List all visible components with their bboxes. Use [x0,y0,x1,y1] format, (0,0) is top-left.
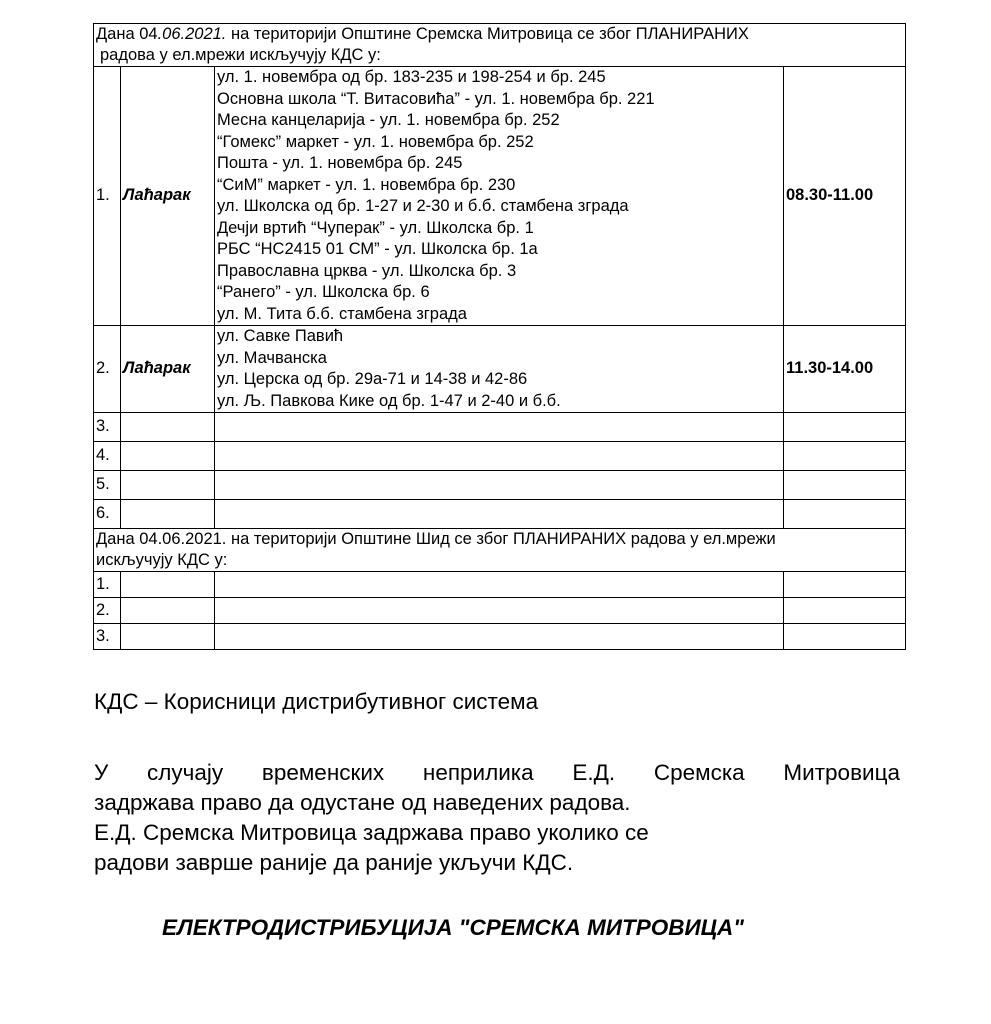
row-number: 3. [94,624,121,650]
table-row [94,572,906,598]
row-place [121,500,215,529]
address-line: Православна црква - ул. Школска бр. 3 [217,261,517,280]
table-row [94,624,906,650]
row-addresses [215,624,784,650]
row-addresses [215,442,784,471]
address-line: ул. М. Тита б.б. стамбена зграда [217,304,467,323]
section1-header-line1: Дана 04.06.2021. на територији Општине Сремска Митровица се због ПЛАНИРАНИХ [96,25,749,43]
row-time: 08.30-11.00 [784,67,906,326]
notes-line: У случају временских неприлика Е.Д. Сремска Митровица [94,760,900,785]
section1-header [94,24,906,67]
table-row [94,326,906,413]
address-line: “Гомекс” маркет - ул. 1. новембра бр. 252 [217,132,534,151]
address-line: ул. Церска од бр. 29а-71 и 14-38 и 42-86 [217,370,528,388]
row-number: 4. [94,442,121,471]
row-addresses [215,413,784,442]
notes-line: радови заврше раније да раније укључи КДС. [94,850,574,875]
section1-header-line2: радова у ел.мрежи искључују КДС у: [100,46,381,64]
address-line: ул. 1. новембра од бр. 183-235 и 198-254 и бр. 245 [217,68,606,86]
address-line: “Ранего” - ул. Школска бр. 6 [217,283,430,301]
notes-line: задржава право да одустане од наведених радова. [94,790,631,815]
notes-line: Е.Д. Сремска Митровица задржава право уколико се [94,820,649,845]
row-time [784,598,906,624]
address-line: РБС “НС2415 01 СМ” - ул. Школска бр. 1а [217,240,538,258]
row-place [121,624,215,650]
section1-header-row [94,24,906,67]
signature: ЕЛЕКТРОДИСТРИБУЦИЈА "СРЕМСКА МИТРОВИЦА" [162,915,744,940]
row-addresses [215,500,784,529]
section1-header-date-italic: .06.2021. [157,25,227,43]
row-place [121,598,215,624]
row-number: 1. [94,67,121,326]
row-place [121,413,215,442]
row-addresses [215,471,784,500]
row-number: 3. [94,413,121,442]
section2-header-line1: Дана 04.06.2021. на територији Општине Шид се због ПЛАНИРАНИХ радова у ел.мрежи [96,530,776,548]
section2-header-row [94,529,906,572]
address-line: Пошта - ул. 1. новембра бр. 245 [217,154,463,172]
row-place: Лаћарак [121,67,215,326]
row-place [121,442,215,471]
legend-text: КДС – Корисници дистрибутивног система [94,689,539,714]
table-row [94,500,906,529]
row-number: 2. [94,326,121,413]
section2-header [94,529,906,572]
row-place [121,572,215,598]
row-time [784,413,906,442]
row-addresses [215,67,784,326]
table-row [94,471,906,500]
table-row [94,413,906,442]
row-time [784,471,906,500]
row-time [784,624,906,650]
address-line: ул. Љ. Павкова Кике од бр. 1-47 и 2-40 и б.б. [217,391,561,410]
row-number: 5. [94,471,121,500]
address-line: “СиМ” маркет - ул. 1. новембра бр. 230 [217,175,516,194]
row-number: 1. [94,572,121,598]
row-addresses [215,326,784,413]
row-number: 6. [94,500,121,529]
address-line: ул. Мачванска [217,348,327,367]
row-time [784,572,906,598]
notes-paragraph [94,758,900,878]
table-row [94,67,906,326]
section2-header-line2: искључују КДС у: [96,551,228,569]
row-time: 11.30-14.00 [784,326,906,413]
row-place [121,471,215,500]
table-row [94,598,906,624]
row-addresses [215,598,784,624]
row-place: Лаћарак [121,326,215,413]
table-row [94,442,906,471]
outage-table [93,23,906,650]
address-line: Месна канцеларија - ул. 1. новембра бр. 252 [217,111,560,129]
row-number: 2. [94,598,121,624]
address-line: Дечји вртић “Чуперак” - ул. Школска бр. 1 [217,218,534,237]
address-line: ул. Савке Павић [217,327,344,345]
row-addresses [215,572,784,598]
address-line: Основна школа “Т. Витасовића” - ул. 1. новембра бр. 221 [217,89,655,108]
address-line: ул. Школска од бр. 1-27 и 2-30 и б.б. стамбена зграда [217,197,629,215]
row-time [784,500,906,529]
row-time [784,442,906,471]
